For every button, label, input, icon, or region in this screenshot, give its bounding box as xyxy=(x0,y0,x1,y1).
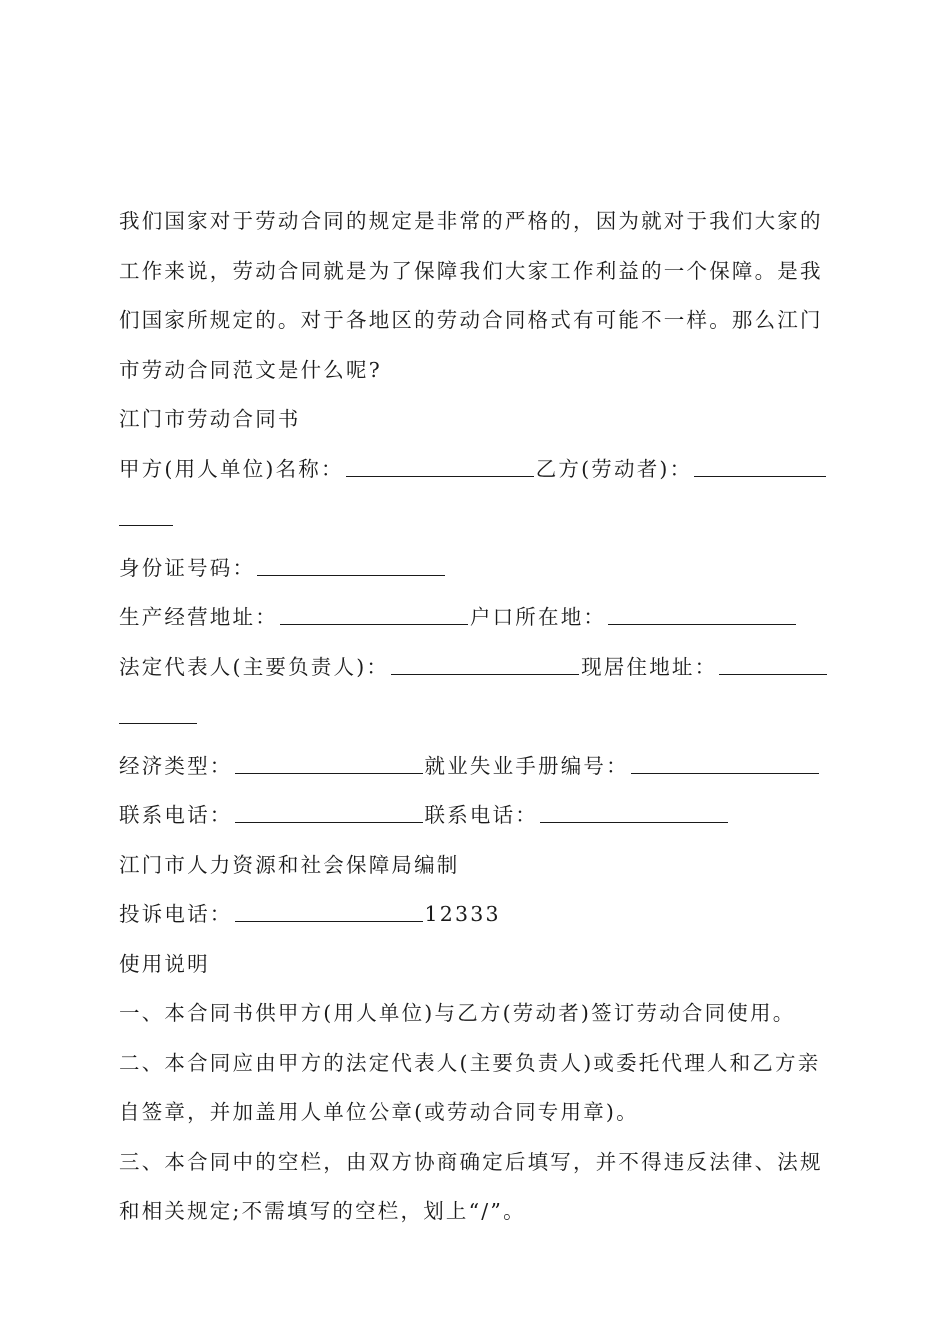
party-b-blank[interactable] xyxy=(694,475,826,477)
phone-line xyxy=(119,791,831,841)
phone-a-label: 联系电话： xyxy=(119,803,233,827)
complaint-blank[interactable] xyxy=(235,920,423,922)
instruction-line-4: 三、本合同中的空栏，由双方协商确定后填写，并不得违反法律、法规 xyxy=(119,1149,823,1174)
party-a-blank[interactable] xyxy=(346,475,534,477)
instruction-line-2: 二、本合同应由甲方的法定代表人(主要负责人)或委托代理人和乙方亲 xyxy=(119,1050,821,1075)
instruction-line-1: 一、本合同书供甲方(用人单位)与乙方(劳动者)签订劳动合同使用。 xyxy=(119,1001,796,1025)
employment-book-blank[interactable] xyxy=(631,772,819,774)
complaint-label: 投诉电话： xyxy=(119,902,233,926)
intro-line-1: 我们国家对于劳动合同的规定是非常的严格的，因为就对于我们大家的 xyxy=(119,209,823,233)
business-address-label: 生产经营地址： xyxy=(119,605,278,629)
party-line xyxy=(119,445,831,495)
current-address-continuation xyxy=(119,692,831,742)
economy-line xyxy=(119,742,831,792)
intro-line-4: 市劳动合同范文是什么呢? xyxy=(119,357,382,382)
hukou-label: 户口所在地： xyxy=(469,605,607,629)
business-address-blank[interactable] xyxy=(280,623,468,625)
instruction-line-5: 和相关规定;不需填写的空栏，划上“/”。 xyxy=(119,1199,526,1223)
party-b-blank-wrap[interactable] xyxy=(119,524,173,526)
intro-line-2: 工作来说，劳动合同就是为了保障我们大家工作利益的一个保障。是我 xyxy=(119,258,823,283)
rep-line xyxy=(119,643,831,693)
contract-title: 江门市劳动合同书 xyxy=(119,407,301,431)
phone-a-blank[interactable] xyxy=(235,821,423,823)
current-address-blank[interactable] xyxy=(719,673,827,675)
complaint-number: 12333 xyxy=(424,902,501,926)
complaint-line xyxy=(119,890,831,940)
id-line xyxy=(119,544,831,594)
intro-line-3: 们国家所规定的。对于各地区的劳动合同格式有可能不一样。那么江门 xyxy=(119,308,823,332)
document-page xyxy=(119,197,831,1237)
employment-book-label: 就业失业手册编号： xyxy=(424,753,629,778)
phone-b-label: 联系电话： xyxy=(424,803,538,827)
legal-rep-blank[interactable] xyxy=(391,673,579,675)
economy-type-label: 经济类型： xyxy=(119,753,233,778)
address-line xyxy=(119,593,831,643)
current-address-label: 现居住地址： xyxy=(581,654,718,679)
compiled-by: 江门市人力资源和社会保障局编制 xyxy=(119,852,460,877)
party-a-label: 甲方(用人单位)名称： xyxy=(119,456,344,481)
instruction-line-3: 自签章，并加盖用人单位公章(或劳动合同专用章)。 xyxy=(119,1100,639,1124)
economy-type-blank[interactable] xyxy=(235,772,423,774)
current-address-blank-wrap[interactable] xyxy=(119,722,197,724)
id-blank[interactable] xyxy=(257,574,445,576)
instructions-title: 使用说明 xyxy=(119,951,210,976)
party-b-blank-continuation xyxy=(119,494,831,544)
party-b-label: 乙方(劳动者)： xyxy=(535,456,693,481)
id-label: 身份证号码： xyxy=(119,555,256,580)
hukou-blank[interactable] xyxy=(608,623,796,625)
phone-b-blank[interactable] xyxy=(540,821,728,823)
legal-rep-label: 法定代表人(主要负责人)： xyxy=(119,654,390,679)
